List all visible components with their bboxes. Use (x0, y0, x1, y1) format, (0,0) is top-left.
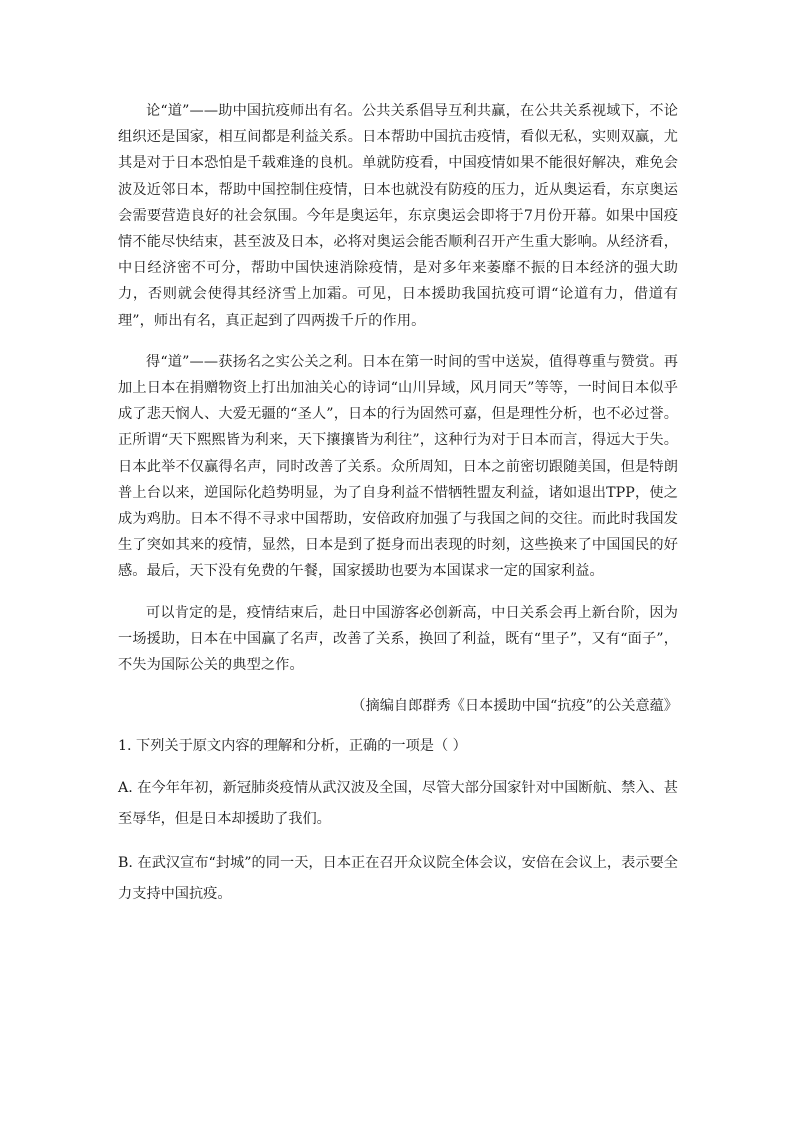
option-b: B. 在武汉宣布“封城”的同一天，日本正在召开众议院全体会议，安倍在会议上，表示要全力支持中国抗疫。 (118, 855, 678, 902)
paragraph-de-dao: 得“道”——获扬名之实公关之利。日本在第一时间的雪中送炭，值得尊重与赞赏。再加上日本在捐赠物资上打出加油关心的诗词“山川异域，风月同天”等等，一时间日本似乎成了悲天悯人、大爱无疆的“圣人”，日本的行为固然可嘉，但是理性分析，也不必过誉。正所谓“天下熙熙皆为利来，天下攘攘皆为利往”，这种行为对于日本而言，得远大于失。日本此举不仅赢得名声，同时改善了关系。众所周知，日本之前密切跟随美国，但是特朗普上台以来，逆国际化趋势明显，为了自身利益不惜牺牲盟友利益，诸如退出TPP，使之成为鸡肋。日本不得不寻求中国帮助，安倍政府加强了与我国之间的交往。而此时我国发生了突如其来的疫情，显然，日本是到了挺身而出表现的时刻，这些换来了中国国民的好感。最后，天下没有免费的午餐，国家援助也要为本国谋求一定的国家利益。 (118, 353, 678, 580)
option-a: A. 在今年年初，新冠肺炎疫情从武汉波及全国，尽管大部分国家针对中国断航、禁入、甚至辱华，但是日本却援助了我们。 (118, 780, 678, 827)
source-citation: （摘编自郎群秀《日本援助中国“抗疫”的公关意蕴》 (351, 698, 678, 715)
paragraph-conclusion: 可以肯定的是，疫情结束后，赴日中国游客必创新高，中日关系会再上新台阶，因为一场援助，日本在中国赢了名声，改善了关系，换回了利益，既有“里子”，又有“面子”，不失为国际公关的典型之作。 (118, 604, 678, 674)
paragraph-lun-dao: 论“道”——助中国抗疫师出有名。公共关系倡导互利共赢，在公共关系视域下，不论组织还是国家，相互间都是利益关系。日本帮助中国抗击疫情，看似无私，实则双赢，尤其是对于日本恐怕是千载难逢的良机。单就防疫看，中国疫情如果不能很好解决，难免会波及近邻日本，帮助中国控制住疫情，日本也就没有防疫的压力，近从奥运看，东京奥运会需要营造良好的社会氛围。今年是奥运年，东京奥运会即将于7月份开幕。如果中国疫情不能尽快结束，甚至波及日本，必将对奥运会能否顺利召开产生重大影响。从经济看，中日经济密不可分，帮助中国快速消除疫情，是对多年来萎靡不振的日本经济的强大助力，否则就会使得其经济雪上加霜。可见，日本援助我国抗疫可谓“论道有力，借道有理”，师出有名，真正起到了四两拨千斤的作用。 (118, 103, 678, 329)
question-stem: 1. 下列关于原文内容的理解和分析，正确的一项是（ ） (118, 738, 467, 755)
document-page (118, 98, 678, 909)
